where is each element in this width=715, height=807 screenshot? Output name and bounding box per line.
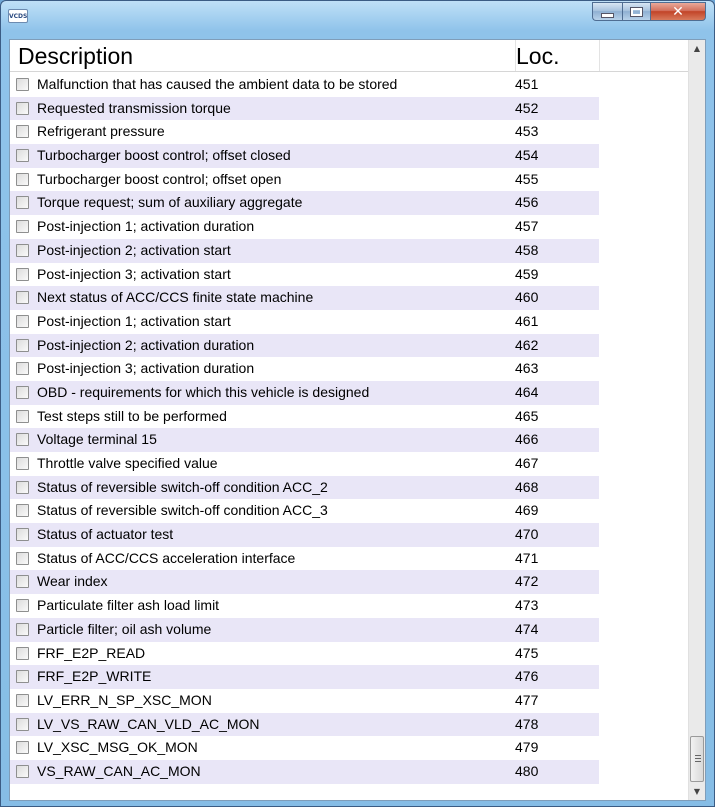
row-checkbox[interactable]: [16, 220, 29, 233]
measuring-blocks-table: [10, 40, 688, 800]
table-row[interactable]: [10, 381, 688, 405]
row-checkbox[interactable]: [16, 149, 29, 162]
table-row[interactable]: [10, 570, 688, 594]
table-row[interactable]: [10, 452, 688, 476]
row-loc: 477: [515, 691, 539, 708]
row-loc: 469: [515, 502, 539, 519]
row-checkbox[interactable]: [16, 599, 29, 612]
row-checkbox[interactable]: [16, 291, 29, 304]
row-loc: 467: [515, 455, 539, 471]
row-loc: 455: [515, 170, 539, 187]
row-description: Voltage terminal 15: [37, 431, 157, 448]
row-checkbox[interactable]: [16, 457, 29, 470]
table-row[interactable]: [10, 97, 688, 121]
row-checkbox[interactable]: [16, 362, 29, 375]
row-loc: 474: [515, 620, 539, 637]
row-description: VS_RAW_CAN_AC_MON: [37, 762, 201, 779]
table-row[interactable]: [10, 523, 688, 547]
row-loc: 468: [515, 478, 539, 495]
row-checkbox[interactable]: [16, 623, 29, 636]
row-checkbox[interactable]: [16, 102, 29, 115]
row-checkbox[interactable]: [16, 481, 29, 494]
row-description: Status of reversible switch-off condition ACC_2: [37, 478, 328, 495]
row-checkbox[interactable]: [16, 552, 29, 565]
row-description: Wear index: [37, 573, 108, 590]
row-loc: 459: [515, 265, 539, 282]
row-loc: 479: [515, 739, 539, 756]
row-checkbox[interactable]: [16, 244, 29, 257]
row-checkbox[interactable]: [16, 670, 29, 683]
table-row[interactable]: [10, 239, 688, 263]
row-description: Next status of ACC/CCS finite state machine: [37, 289, 314, 306]
column-header-loc[interactable]: Loc.: [516, 43, 560, 69]
row-loc: 457: [515, 218, 539, 235]
row-description: Requested transmission torque: [37, 99, 231, 116]
row-description: Particulate filter ash load limit: [37, 597, 220, 614]
table-row[interactable]: [10, 736, 688, 760]
table-row[interactable]: [10, 476, 688, 500]
row-loc: 465: [515, 407, 539, 424]
row-loc: 473: [515, 597, 539, 614]
row-checkbox[interactable]: [16, 694, 29, 707]
row-loc: 471: [515, 549, 539, 566]
row-description: Status of actuator test: [37, 526, 174, 543]
maximize-button[interactable]: [622, 2, 650, 21]
close-button[interactable]: [650, 2, 706, 21]
row-description: LV_XSC_MSG_OK_MON: [37, 739, 198, 756]
list-view: [9, 39, 706, 801]
row-description: LV_ERR_N_SP_XSC_MON: [37, 691, 212, 708]
window-controls: [592, 2, 706, 22]
row-loc: 454: [515, 147, 539, 164]
row-loc: 452: [515, 99, 539, 116]
table-row[interactable]: [10, 215, 688, 239]
table-row[interactable]: [10, 334, 688, 358]
row-description: Post-injection 1; activation duration: [37, 218, 255, 235]
row-description: Malfunction that has caused the ambient data to be stored: [37, 76, 398, 92]
row-loc: 461: [515, 312, 539, 329]
scroll-up-icon[interactable]: ▲: [693, 44, 701, 53]
grip-line: [695, 761, 701, 762]
row-description: Status of ACC/CCS acceleration interface: [37, 549, 296, 566]
table-row[interactable]: [10, 73, 688, 97]
table-body: [10, 73, 688, 784]
table-row[interactable]: [10, 357, 688, 381]
row-checkbox[interactable]: [16, 339, 29, 352]
table-row[interactable]: [10, 310, 688, 334]
table-row[interactable]: [10, 547, 688, 571]
row-checkbox[interactable]: [16, 575, 29, 588]
row-loc: 476: [515, 668, 539, 685]
maximize-icon: [631, 8, 642, 16]
row-description: Torque request; sum of auxiliary aggregate: [37, 194, 303, 211]
grip-line: [695, 758, 701, 759]
row-checkbox[interactable]: [16, 718, 29, 731]
row-checkbox[interactable]: [16, 647, 29, 660]
table-row[interactable]: [10, 286, 688, 310]
vertical-scrollbar[interactable]: [688, 40, 705, 800]
grip-line: [695, 755, 701, 756]
row-checkbox[interactable]: [16, 433, 29, 446]
row-description: LV_VS_RAW_CAN_VLD_AC_MON: [37, 715, 260, 732]
close-icon: ✕: [672, 3, 684, 20]
row-loc: 464: [515, 383, 539, 400]
minimize-icon: [601, 13, 614, 18]
row-loc: 472: [515, 573, 539, 590]
row-checkbox[interactable]: [16, 386, 29, 399]
row-checkbox[interactable]: [16, 741, 29, 754]
row-description: Post-injection 3; activation start: [37, 265, 231, 282]
row-checkbox[interactable]: [16, 315, 29, 328]
row-loc: 462: [515, 336, 539, 353]
table-row[interactable]: [10, 263, 688, 287]
scroll-down-icon[interactable]: ▼: [693, 787, 701, 796]
table-row[interactable]: [10, 191, 688, 215]
row-description: OBD - requirements for which this vehicle is designed: [37, 383, 370, 400]
row-loc: 475: [515, 644, 539, 661]
table-row[interactable]: [10, 499, 688, 523]
row-checkbox[interactable]: [16, 410, 29, 423]
row-description: Turbocharger boost control; offset closed: [37, 147, 291, 164]
table-row[interactable]: [10, 144, 688, 168]
row-description: Post-injection 3; activation duration: [37, 360, 255, 377]
row-description: FRF_E2P_READ: [37, 644, 146, 661]
row-description: Post-injection 2; activation start: [37, 241, 231, 258]
row-description: Turbocharger boost control; offset open: [37, 170, 282, 187]
row-loc: 480: [515, 762, 539, 779]
row-checkbox[interactable]: [16, 268, 29, 281]
table-row[interactable]: [10, 594, 688, 618]
row-description: Particle filter; oil ash volume: [37, 620, 212, 637]
row-checkbox[interactable]: [16, 196, 29, 209]
row-loc: 466: [515, 431, 539, 448]
row-checkbox[interactable]: [16, 78, 29, 91]
row-description: Test steps still to be performed: [37, 407, 227, 424]
minimize-button[interactable]: [592, 2, 622, 21]
row-checkbox[interactable]: [16, 125, 29, 138]
table-row[interactable]: [10, 405, 688, 429]
app-icon[interactable]: VCDS: [8, 9, 28, 23]
row-description: Throttle valve specified value: [37, 455, 218, 471]
row-loc: 478: [515, 715, 539, 732]
title-bar[interactable]: [1, 1, 714, 33]
column-divider[interactable]: [599, 40, 600, 71]
row-description: Post-injection 1; activation start: [37, 312, 231, 329]
row-loc: 453: [515, 123, 539, 140]
scrollbar-thumb[interactable]: [690, 736, 704, 782]
row-checkbox[interactable]: [16, 528, 29, 541]
row-description: Refrigerant pressure: [37, 123, 165, 140]
table-row[interactable]: [10, 713, 688, 737]
table-header: [10, 40, 688, 72]
row-loc: 460: [515, 289, 539, 306]
row-loc: 458: [515, 241, 539, 258]
table-row[interactable]: [10, 618, 688, 642]
row-checkbox[interactable]: [16, 173, 29, 186]
table-row[interactable]: [10, 642, 688, 666]
row-checkbox[interactable]: [16, 504, 29, 517]
table-row[interactable]: [10, 689, 688, 713]
row-description: FRF_E2P_WRITE: [37, 668, 152, 685]
table-row[interactable]: [10, 120, 688, 144]
column-header-description[interactable]: Description: [18, 43, 134, 69]
row-loc: 470: [515, 526, 539, 543]
table-row[interactable]: [10, 760, 688, 784]
row-description: Status of reversible switch-off condition ACC_3: [37, 502, 328, 519]
table-row[interactable]: [10, 428, 688, 452]
row-loc: 463: [515, 360, 539, 377]
row-loc: 456: [515, 194, 539, 211]
row-checkbox[interactable]: [16, 765, 29, 778]
table-row[interactable]: [10, 665, 688, 689]
row-description: Post-injection 2; activation duration: [37, 336, 255, 353]
table-row[interactable]: [10, 168, 688, 192]
row-loc: 451: [515, 76, 539, 92]
